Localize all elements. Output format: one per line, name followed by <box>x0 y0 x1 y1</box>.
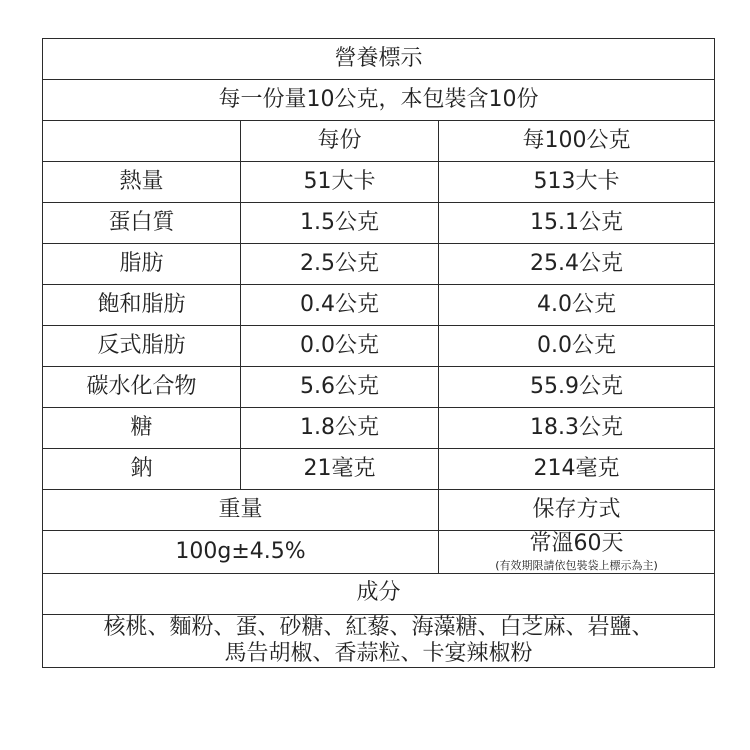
ingredients-label: 成分 <box>43 573 715 614</box>
nutrient-per-serving: 21毫克 <box>241 449 439 490</box>
weight-value: 100g±4.5% <box>43 531 439 574</box>
storage-value-cell <box>439 531 715 574</box>
weight-storage-header-row <box>43 490 715 531</box>
nutrient-per-100g: 0.0公克 <box>439 326 715 367</box>
ingredients-line-1: 核桃、麵粉、蛋、砂糖、紅藜、海藻糖、白芝麻、岩鹽、 <box>103 614 654 640</box>
nutrient-per-serving: 51大卡 <box>241 162 439 203</box>
table-row <box>43 326 715 367</box>
table-row <box>43 285 715 326</box>
table-row <box>43 449 715 490</box>
nutrient-per-100g: 25.4公克 <box>439 244 715 285</box>
ingredients-line-2: 馬告胡椒、香蒜粒、卡宴辣椒粉 <box>224 640 533 666</box>
storage-note: (有效期限請依包裝袋上標示為主) <box>495 559 658 573</box>
nutrient-per-serving: 1.5公克 <box>241 203 439 244</box>
nutrient-name: 熱量 <box>43 162 241 203</box>
column-header-row <box>43 121 715 162</box>
nutrient-name: 蛋白質 <box>43 203 241 244</box>
nutrient-name: 碳水化合物 <box>43 367 241 408</box>
nutrient-name: 鈉 <box>43 449 241 490</box>
nutrient-name: 飽和脂肪 <box>43 285 241 326</box>
header-per-serving: 每份 <box>241 121 439 162</box>
ingredients-header-row <box>43 573 715 614</box>
nutrient-per-serving: 2.5公克 <box>241 244 439 285</box>
weight-storage-value-row <box>43 531 715 574</box>
nutrient-name: 糖 <box>43 408 241 449</box>
nutrient-per-100g: 214毫克 <box>439 449 715 490</box>
nutrient-per-serving: 5.6公克 <box>241 367 439 408</box>
serving-info: 每一份量10公克，本包裝含10份 <box>43 80 715 121</box>
nutrient-per-serving: 0.4公克 <box>241 285 439 326</box>
table-title: 營養標示 <box>43 39 715 80</box>
header-blank <box>43 121 241 162</box>
nutrient-per-100g: 55.9公克 <box>439 367 715 408</box>
nutrient-per-serving: 0.0公克 <box>241 326 439 367</box>
ingredients-row <box>43 614 715 668</box>
storage-value: 常溫60天 <box>529 531 624 556</box>
nutrient-per-100g: 18.3公克 <box>439 408 715 449</box>
table-row <box>43 244 715 285</box>
table-row <box>43 408 715 449</box>
nutrition-facts-table <box>42 38 715 668</box>
table-row <box>43 162 715 203</box>
ingredients-cell <box>43 614 715 668</box>
nutrient-per-100g: 513大卡 <box>439 162 715 203</box>
nutrient-per-100g: 4.0公克 <box>439 285 715 326</box>
storage-label: 保存方式 <box>439 490 715 531</box>
title-row <box>43 39 715 80</box>
nutrient-per-serving: 1.8公克 <box>241 408 439 449</box>
nutrient-per-100g: 15.1公克 <box>439 203 715 244</box>
weight-label: 重量 <box>43 490 439 531</box>
header-per-100g: 每100公克 <box>439 121 715 162</box>
serving-info-row <box>43 80 715 121</box>
nutrient-name: 反式脂肪 <box>43 326 241 367</box>
table-row <box>43 367 715 408</box>
nutrient-name: 脂肪 <box>43 244 241 285</box>
table-row <box>43 203 715 244</box>
